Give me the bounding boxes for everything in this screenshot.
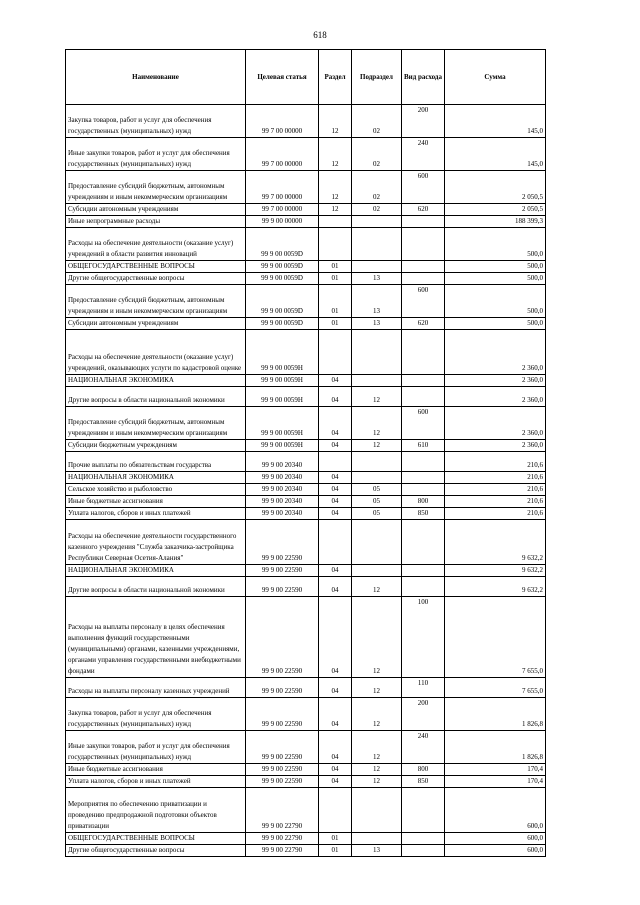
- table-row: [66, 678, 546, 698]
- cell-expense-type: 620: [402, 204, 445, 216]
- header-expense-type: Вид расхода: [402, 50, 445, 105]
- cell-name: Уплата налогов, сборов и иных платежей: [66, 776, 246, 788]
- cell-expense-type: 600: [402, 407, 445, 440]
- cell-section: 04: [319, 565, 352, 577]
- cell-subsection: 13: [352, 845, 402, 857]
- table-row: [66, 105, 546, 138]
- cell-expense-type: 200: [402, 105, 445, 138]
- cell-subsection: [352, 565, 402, 577]
- cell-expense-type: [402, 577, 445, 597]
- table-row: [66, 833, 546, 845]
- cell-amount: 170,4: [445, 764, 546, 776]
- cell-section: 04: [319, 597, 352, 678]
- cell-subsection: 12: [352, 407, 402, 440]
- cell-expense-type: [402, 833, 445, 845]
- cell-section: 01: [319, 261, 352, 273]
- cell-section: 04: [319, 776, 352, 788]
- cell-amount: 2 360,0: [445, 407, 546, 440]
- cell-name: Расходы на обеспечение деятельности (оказание услуг) учреждений, оказывающих услуги по кадастровой оценке: [66, 330, 246, 375]
- cell-expense-type: [402, 484, 445, 496]
- cell-amount: 9 632,2: [445, 520, 546, 565]
- cell-article: 99 9 00 00000: [246, 216, 319, 228]
- cell-subsection: 05: [352, 508, 402, 520]
- cell-article: 99 9 00 0059D: [246, 318, 319, 330]
- cell-article: 99 9 00 20340: [246, 452, 319, 472]
- cell-name: Расходы на выплаты персоналу в целях обеспечения выполнения функций государственными (муниципальными) органами, казенными учреждениями, органами управления государственными внебюджетными фондами: [66, 597, 246, 678]
- cell-amount: 500,0: [445, 285, 546, 318]
- cell-name: Другие общегосударственные вопросы: [66, 845, 246, 857]
- cell-section: 04: [319, 764, 352, 776]
- cell-article: 99 9 00 20340: [246, 496, 319, 508]
- cell-section: 04: [319, 484, 352, 496]
- cell-section: 04: [319, 472, 352, 484]
- cell-article: 99 9 00 22590: [246, 764, 319, 776]
- table-row: [66, 577, 546, 597]
- cell-expense-type: 610: [402, 440, 445, 452]
- cell-amount: 600,0: [445, 833, 546, 845]
- cell-section: 01: [319, 845, 352, 857]
- cell-expense-type: [402, 228, 445, 261]
- cell-amount: 1 826,8: [445, 698, 546, 731]
- cell-article: 99 9 00 0059H: [246, 330, 319, 375]
- cell-expense-type: 600: [402, 285, 445, 318]
- cell-subsection: [352, 228, 402, 261]
- cell-subsection: 02: [352, 171, 402, 204]
- cell-section: [319, 330, 352, 375]
- cell-article: 99 9 00 20340: [246, 484, 319, 496]
- cell-subsection: 13: [352, 285, 402, 318]
- cell-section: 04: [319, 698, 352, 731]
- cell-section: 12: [319, 138, 352, 171]
- cell-name: Иные бюджетные ассигнования: [66, 764, 246, 776]
- cell-section: 01: [319, 273, 352, 285]
- cell-expense-type: 800: [402, 496, 445, 508]
- cell-article: 99 9 00 0059H: [246, 375, 319, 387]
- table-row: [66, 776, 546, 788]
- table-row: [66, 845, 546, 857]
- cell-subsection: 02: [352, 105, 402, 138]
- cell-name: Расходы на обеспечение деятельности государственного казенного учреждения "Служба заказчика-застройщика Республики Северная Осетия-Алания": [66, 520, 246, 565]
- cell-article: 99 7 00 00000: [246, 105, 319, 138]
- cell-amount: 210,6: [445, 496, 546, 508]
- cell-subsection: 12: [352, 776, 402, 788]
- cell-name: ОБЩЕГОСУДАРСТВЕННЫЕ ВОПРОСЫ: [66, 833, 246, 845]
- table-row: [66, 788, 546, 833]
- cell-name: Иные бюджетные ассигнования: [66, 496, 246, 508]
- cell-amount: 7 655,0: [445, 678, 546, 698]
- cell-expense-type: [402, 565, 445, 577]
- table-row: [66, 171, 546, 204]
- cell-expense-type: [402, 788, 445, 833]
- header-amount: Сумма: [445, 50, 546, 105]
- cell-subsection: [352, 375, 402, 387]
- header-section: Раздел: [319, 50, 352, 105]
- cell-expense-type: [402, 375, 445, 387]
- page-number: 618: [313, 30, 327, 40]
- cell-name: Субсидии автономным учреждениям: [66, 204, 246, 216]
- budget-table: [65, 49, 546, 857]
- cell-expense-type: [402, 452, 445, 472]
- cell-name: Расходы на обеспечение деятельности (оказание услуг) учреждений в области развития инноваций: [66, 228, 246, 261]
- cell-section: [319, 452, 352, 472]
- table-row: [66, 216, 546, 228]
- cell-section: 12: [319, 171, 352, 204]
- cell-amount: 210,6: [445, 472, 546, 484]
- table-row: [66, 520, 546, 565]
- cell-section: [319, 788, 352, 833]
- cell-article: 99 7 00 00000: [246, 171, 319, 204]
- table-row: [66, 452, 546, 472]
- cell-amount: 500,0: [445, 228, 546, 261]
- table-row: [66, 565, 546, 577]
- cell-amount: 2 050,5: [445, 204, 546, 216]
- cell-article: 99 9 00 20340: [246, 508, 319, 520]
- cell-article: 99 9 00 0059D: [246, 285, 319, 318]
- cell-subsection: 12: [352, 440, 402, 452]
- cell-amount: 9 632,2: [445, 577, 546, 597]
- cell-article: 99 7 00 00000: [246, 138, 319, 171]
- cell-subsection: 12: [352, 698, 402, 731]
- cell-section: [319, 228, 352, 261]
- cell-article: 99 9 00 0059H: [246, 440, 319, 452]
- cell-article: 99 9 00 0059D: [246, 273, 319, 285]
- cell-section: 04: [319, 496, 352, 508]
- cell-amount: 2 050,5: [445, 171, 546, 204]
- cell-amount: 9 632,2: [445, 565, 546, 577]
- cell-section: 01: [319, 285, 352, 318]
- cell-subsection: 12: [352, 387, 402, 407]
- cell-article: 99 9 00 22590: [246, 698, 319, 731]
- cell-subsection: 12: [352, 678, 402, 698]
- cell-article: 99 9 00 22790: [246, 845, 319, 857]
- cell-name: Субсидии автономным учреждениям: [66, 318, 246, 330]
- cell-name: Иные закупки товаров, работ и услуг для обеспечения государственных (муниципальных) нужд: [66, 731, 246, 764]
- cell-name: Субсидии бюджетным учреждениям: [66, 440, 246, 452]
- cell-article: 99 9 00 20340: [246, 472, 319, 484]
- cell-subsection: 12: [352, 577, 402, 597]
- cell-name: НАЦИОНАЛЬНАЯ ЭКОНОМИКА: [66, 565, 246, 577]
- cell-expense-type: [402, 520, 445, 565]
- cell-name: Закупка товаров, работ и услуг для обеспечения государственных (муниципальных) нужд: [66, 698, 246, 731]
- cell-article: 99 9 00 22590: [246, 520, 319, 565]
- cell-subsection: [352, 788, 402, 833]
- cell-section: 04: [319, 440, 352, 452]
- table-row: [66, 698, 546, 731]
- cell-name: Закупка товаров, работ и услуг для обеспечения государственных (муниципальных) нужд: [66, 105, 246, 138]
- cell-section: 04: [319, 407, 352, 440]
- cell-expense-type: [402, 845, 445, 857]
- cell-name: Иные непрограммные расходы: [66, 216, 246, 228]
- cell-amount: 500,0: [445, 261, 546, 273]
- cell-article: 99 9 00 0059D: [246, 261, 319, 273]
- cell-expense-type: 240: [402, 138, 445, 171]
- cell-expense-type: 620: [402, 318, 445, 330]
- cell-article: 99 9 00 22790: [246, 788, 319, 833]
- cell-expense-type: [402, 387, 445, 407]
- cell-name: Иные закупки товаров, работ и услуг для обеспечения государственных (муниципальных) нужд: [66, 138, 246, 171]
- cell-subsection: 12: [352, 597, 402, 678]
- cell-name: Сельское хозяйство и рыболовство: [66, 484, 246, 496]
- table-row: [66, 508, 546, 520]
- cell-subsection: 12: [352, 764, 402, 776]
- cell-expense-type: 800: [402, 764, 445, 776]
- cell-subsection: 02: [352, 138, 402, 171]
- cell-section: 12: [319, 105, 352, 138]
- cell-subsection: [352, 520, 402, 565]
- cell-article: 99 9 00 0059H: [246, 387, 319, 407]
- cell-name: Предоставление субсидий бюджетным, автономным учреждениям и иным некоммерческим организациям: [66, 285, 246, 318]
- cell-amount: 500,0: [445, 273, 546, 285]
- table-body: [66, 105, 546, 857]
- cell-name: Мероприятия по обеспечению приватизации и проведению предпродажной подготовки объектов приватизации: [66, 788, 246, 833]
- table-row: [66, 597, 546, 678]
- cell-article: 99 7 00 00000: [246, 204, 319, 216]
- cell-subsection: [352, 330, 402, 375]
- cell-name: Другие общегосударственные вопросы: [66, 273, 246, 285]
- cell-expense-type: [402, 261, 445, 273]
- cell-amount: 600,0: [445, 845, 546, 857]
- cell-amount: 2 360,0: [445, 330, 546, 375]
- cell-name: Другие вопросы в области национальной экономики: [66, 577, 246, 597]
- cell-subsection: 05: [352, 484, 402, 496]
- cell-expense-type: [402, 330, 445, 375]
- cell-amount: 145,0: [445, 138, 546, 171]
- cell-amount: 2 360,0: [445, 440, 546, 452]
- cell-article: 99 9 00 22590: [246, 565, 319, 577]
- cell-article: 99 9 00 0059D: [246, 228, 319, 261]
- cell-amount: 1 826,8: [445, 731, 546, 764]
- cell-amount: 2 360,0: [445, 375, 546, 387]
- cell-name: Другие вопросы в области национальной экономики: [66, 387, 246, 407]
- cell-article: 99 9 00 22590: [246, 597, 319, 678]
- cell-amount: 500,0: [445, 318, 546, 330]
- table-row: [66, 731, 546, 764]
- cell-section: [319, 520, 352, 565]
- cell-subsection: [352, 261, 402, 273]
- cell-article: 99 9 00 0059H: [246, 407, 319, 440]
- cell-amount: 210,6: [445, 484, 546, 496]
- cell-subsection: 13: [352, 318, 402, 330]
- table-row: [66, 375, 546, 387]
- table-row: [66, 204, 546, 216]
- cell-amount: 188 399,3: [445, 216, 546, 228]
- cell-name: Предоставление субсидий бюджетным, автономным учреждениям и иным некоммерческим организациям: [66, 407, 246, 440]
- cell-expense-type: [402, 472, 445, 484]
- cell-section: 04: [319, 508, 352, 520]
- cell-name: НАЦИОНАЛЬНАЯ ЭКОНОМИКА: [66, 472, 246, 484]
- table-row: [66, 285, 546, 318]
- header-subsection: Подраздел: [352, 50, 402, 105]
- table-row: [66, 496, 546, 508]
- cell-name: Прочие выплаты по обязательствам государства: [66, 452, 246, 472]
- cell-section: 04: [319, 731, 352, 764]
- cell-amount: 170,4: [445, 776, 546, 788]
- cell-subsection: [352, 452, 402, 472]
- cell-section: 01: [319, 318, 352, 330]
- table-row: [66, 472, 546, 484]
- cell-article: 99 9 00 22590: [246, 678, 319, 698]
- table-header-row: [66, 50, 546, 105]
- cell-section: 04: [319, 375, 352, 387]
- table-row: [66, 261, 546, 273]
- cell-article: 99 9 00 22790: [246, 833, 319, 845]
- table-row: [66, 138, 546, 171]
- cell-expense-type: 110: [402, 678, 445, 698]
- cell-name: НАЦИОНАЛЬНАЯ ЭКОНОМИКА: [66, 375, 246, 387]
- cell-section: 04: [319, 577, 352, 597]
- cell-article: 99 9 00 22590: [246, 776, 319, 788]
- cell-section: [319, 216, 352, 228]
- cell-section: 12: [319, 204, 352, 216]
- cell-section: 04: [319, 387, 352, 407]
- table-row: [66, 273, 546, 285]
- cell-expense-type: [402, 216, 445, 228]
- cell-section: 04: [319, 678, 352, 698]
- cell-subsection: 12: [352, 731, 402, 764]
- cell-subsection: [352, 216, 402, 228]
- table-row: [66, 764, 546, 776]
- cell-article: 99 9 00 22590: [246, 577, 319, 597]
- table-row: [66, 440, 546, 452]
- table-row: [66, 484, 546, 496]
- table-row: [66, 407, 546, 440]
- header-name: Наименование: [66, 50, 246, 105]
- cell-expense-type: [402, 273, 445, 285]
- table-row: [66, 387, 546, 407]
- cell-name: Предоставление субсидий бюджетным, автономным учреждениям и иным некоммерческим организациям: [66, 171, 246, 204]
- cell-section: 01: [319, 833, 352, 845]
- cell-amount: 2 360,0: [445, 387, 546, 407]
- cell-expense-type: 600: [402, 171, 445, 204]
- table-row: [66, 318, 546, 330]
- cell-name: ОБЩЕГОСУДАРСТВЕННЫЕ ВОПРОСЫ: [66, 261, 246, 273]
- table-row: [66, 330, 546, 375]
- cell-name: Расходы на выплаты персоналу казенных учреждений: [66, 678, 246, 698]
- cell-amount: 600,0: [445, 788, 546, 833]
- cell-amount: 145,0: [445, 105, 546, 138]
- cell-subsection: [352, 833, 402, 845]
- cell-amount: 210,6: [445, 452, 546, 472]
- cell-expense-type: 850: [402, 508, 445, 520]
- cell-subsection: [352, 472, 402, 484]
- table-row: [66, 228, 546, 261]
- cell-expense-type: 100: [402, 597, 445, 678]
- cell-expense-type: 850: [402, 776, 445, 788]
- cell-expense-type: 200: [402, 698, 445, 731]
- cell-subsection: 02: [352, 204, 402, 216]
- cell-subsection: 05: [352, 496, 402, 508]
- cell-subsection: 13: [352, 273, 402, 285]
- cell-expense-type: 240: [402, 731, 445, 764]
- header-article: Целевая статья: [246, 50, 319, 105]
- cell-article: 99 9 00 22590: [246, 731, 319, 764]
- cell-name: Уплата налогов, сборов и иных платежей: [66, 508, 246, 520]
- cell-amount: 7 655,0: [445, 597, 546, 678]
- cell-amount: 210,6: [445, 508, 546, 520]
